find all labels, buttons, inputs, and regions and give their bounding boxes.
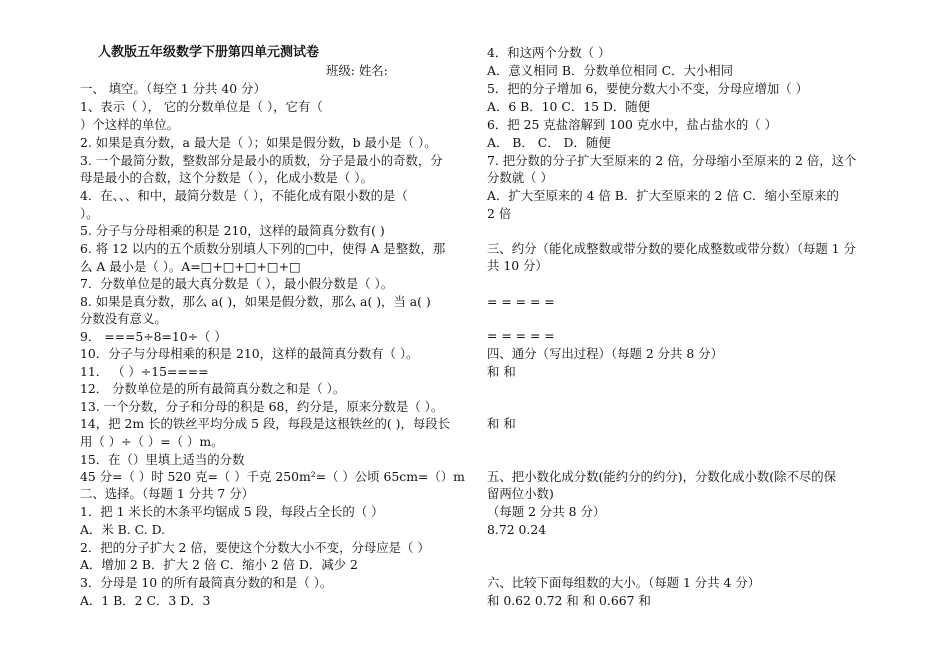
question-line: ）。 [80,206,99,221]
question-line: 7. 把分数的分子扩大至原来的 2 倍，分母缩小至原来的 2 倍，这个 [487,153,857,168]
question-line: 共 10 分） [487,258,548,273]
question-line: A． B． C． D．随便 [487,135,611,150]
section-6-heading: 六、比较下面每组数的大小。（每题 1 分共 4 分） [487,575,761,590]
class-name-line: 班级: 姓名: [326,63,388,78]
question-line: 5. 分子与分母相乘的积是 210，这样的最简真分数有( ) [80,223,385,238]
equation-row: = = = = = [487,328,555,343]
paper-title: 人教版五年级数学下册第四单元测试卷 [98,45,320,60]
question-line: 用（ ）÷（ ）=（ ）m。 [80,434,224,449]
question-line: 和 和 [487,416,516,431]
question-line: 8. 如果是真分数，那么 a( )，如果是假分数，那么 a( )，当 a( ) [80,294,431,309]
question-line: A．米 B. C. D. [80,522,165,537]
question-line: 分数没有意义。 [80,311,167,326]
question-line: 4．和这两个分数（ ） [487,45,611,60]
question-line: A．扩大至原来的 4 倍 B．扩大至原来的 2 倍 C．缩小至原来的 [487,188,839,203]
question-line: 3. 一个最简分数，整数部分是最小的质数，分子是最小的奇数，分 [80,153,443,168]
question-line: 么 A 最小是（ ）。A=□+□+□+□+□ [80,259,301,274]
question-line: 4．在、、、和中，最简分数是（ ），不能化成有限小数的是（ [80,188,408,203]
question-line: 3．分母是 10 的所有最简真分数的和是（ ）。 [80,575,333,590]
question-line: 45 分=（ ）时 520 克=（ ）千克 250m²=（ ）公顷 65cm=（）m [80,469,465,484]
question-line: 和 0.62 0.72 和 和 0.667 和 [487,593,651,608]
question-line: 6．把 25 克盐溶解到 100 克水中，盐占盐水的（ ） [487,117,778,132]
question-line: 和 和 [487,364,516,379]
section-3-heading: 三、约分（能化成整数或带分数的要化成整数或带分数）（每题 1 分 [487,241,856,256]
question-line: 6. 将 12 以内的五个质数分别填人下列的□中，使得 A 是整数，那 [80,241,446,256]
question-line: ）个这样的单位。 [80,117,180,132]
question-line: A．增加 2 B．扩大 2 倍 C．缩小 2 倍 D．减少 2 [80,557,358,572]
question-line: A．意义相同 B．分数单位相同 C．大小相同 [487,63,734,78]
section-4-heading: 四、通分（写出过程）（每题 2 分共 8 分） [487,346,723,361]
question-line: A．1 B．2 C．3 D．3 [80,593,211,608]
question-line: （每题 2 分共 8 分） [487,504,606,519]
equation-row: = = = = = [487,294,555,309]
question-line: 15．在（）里填上适当的分数 [80,452,245,467]
question-line: 9． ===5÷8=10÷（ ） [80,329,227,344]
question-line: 5．把的分子增加 6，要使分数大小不变，分母应增加（ ） [487,81,809,96]
section-5-heading: 五、把小数化成分数(能约分的约分)，分数化成小数(除不尽的保 [487,469,837,484]
question-line: 10．分子与分母相乘的积是 210，这样的最简真分数有（ ）。 [80,346,419,361]
question-line: 母是最小的合数，这个分数是（ ），化成小数是（ ）。 [80,170,373,185]
question-line: 2 倍 [487,206,512,221]
section-1-heading: 一、 填空。（每空 1 分共 40 分） [80,81,266,96]
question-line: 1、表示（ ）， 它的分数单位是（ ），它有（ [80,99,323,114]
question-line: 13. 一个分数，分子和分母的积是 68，约分是，原来分数是（ ）。 [80,399,444,414]
question-line: 1．把 1 米长的木条平均锯成 5 段，每段占全长的（ ） [80,504,384,519]
question-line: A．6 B．10 C．15 D．随便 [487,99,651,114]
question-line: 12． 分数单位是的所有最简真分数之和是（ ）。 [80,381,346,396]
question-line: 2．把的分子扩大 2 倍，要使这个分数大小不变，分母应是（ ） [80,540,430,555]
question-line: 7．分数单位是的最大真分数是（ ），最小假分数是（ ）。 [80,276,394,291]
question-line: 14，把 2m 长的铁丝平均分成 5 段，每段是这根铁丝的( )，每段长 [80,416,451,431]
question-line: 留两位小数) [487,486,554,501]
question-line: 分数就（ ） [487,170,553,185]
question-line: 8.72 0.24 [487,522,547,537]
question-line: 2. 如果是真分数，a 最大是（ ）；如果是假分数，b 最小是（ ）。 [80,135,437,150]
question-line: 11． （ ）÷15==== [80,364,209,379]
section-2-heading: 二、选择。（每题 1 分共 7 分） [80,486,255,501]
